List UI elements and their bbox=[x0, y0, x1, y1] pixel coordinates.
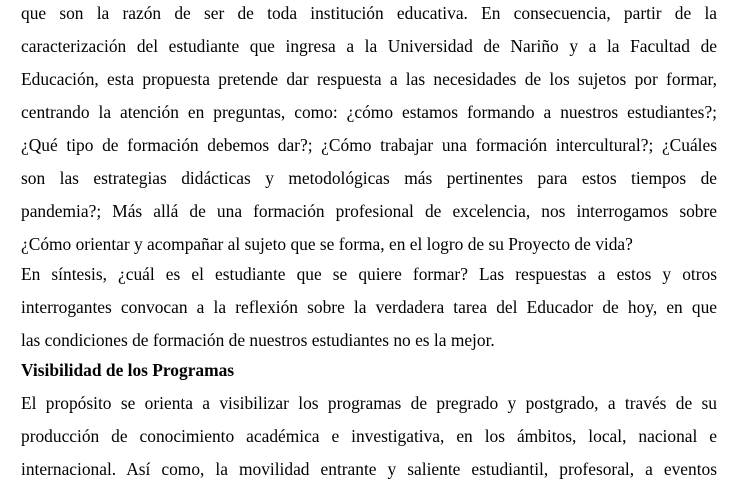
paragraph-1-line-4: centrando la atención en preguntas, como: ¿cómo estamos formando a nuestros estudiantes?; bbox=[21, 102, 717, 122]
section-heading: Visibilidad de los Programas bbox=[21, 360, 235, 380]
section-line-1: El propósito se orienta a visibilizar los programas de pregrado y postgrado, a través de su bbox=[21, 393, 717, 413]
paragraph-2-line-3: las condiciones de formación de nuestros estudiantes no es la mejor. bbox=[21, 330, 495, 350]
paragraph-1-line-3: Educación, esta propuesta pretende dar respuesta a las necesidades de los sujetos por formar, bbox=[21, 69, 717, 89]
paragraph-2-line-2: interrogantes convocan a la reflexión sobre la verdadera tarea del Educador de hoy, en que bbox=[21, 297, 717, 317]
paragraph-1-line-5: ¿Qué tipo de formación debemos dar?; ¿Cómo trabajar una formación intercultural?; ¿Cuáles bbox=[21, 135, 717, 155]
section-line-3: internacional. Así como, la movilidad entrante y saliente estudiantil, profesoral, a eventos bbox=[21, 459, 717, 479]
paragraph-1-line-1: que son la razón de ser de toda institución educativa. En consecuencia, partir de la bbox=[21, 3, 717, 23]
paragraph-1-line-6: son las estrategias didácticas y metodológicas más pertinentes para estos tiempos de bbox=[21, 168, 717, 188]
paragraph-1-line-7: pandemia?; Más allá de una formación profesional de excelencia, nos interrogamos sobre bbox=[21, 201, 717, 221]
section-line-2: producción de conocimiento académica e investigativa, en los ámbitos, local, nacional e bbox=[21, 426, 717, 446]
paragraph-1-line-2: caracterización del estudiante que ingresa a la Universidad de Nariño y a la Facultad de bbox=[21, 36, 717, 56]
paragraph-2-line-1: En síntesis, ¿cuál es el estudiante que se quiere formar? Las respuestas a estos y otros bbox=[21, 264, 717, 284]
paragraph-1-line-8: ¿Cómo orientar y acompañar al sujeto que se forma, en el logro de su Proyecto de vida? bbox=[21, 234, 633, 254]
